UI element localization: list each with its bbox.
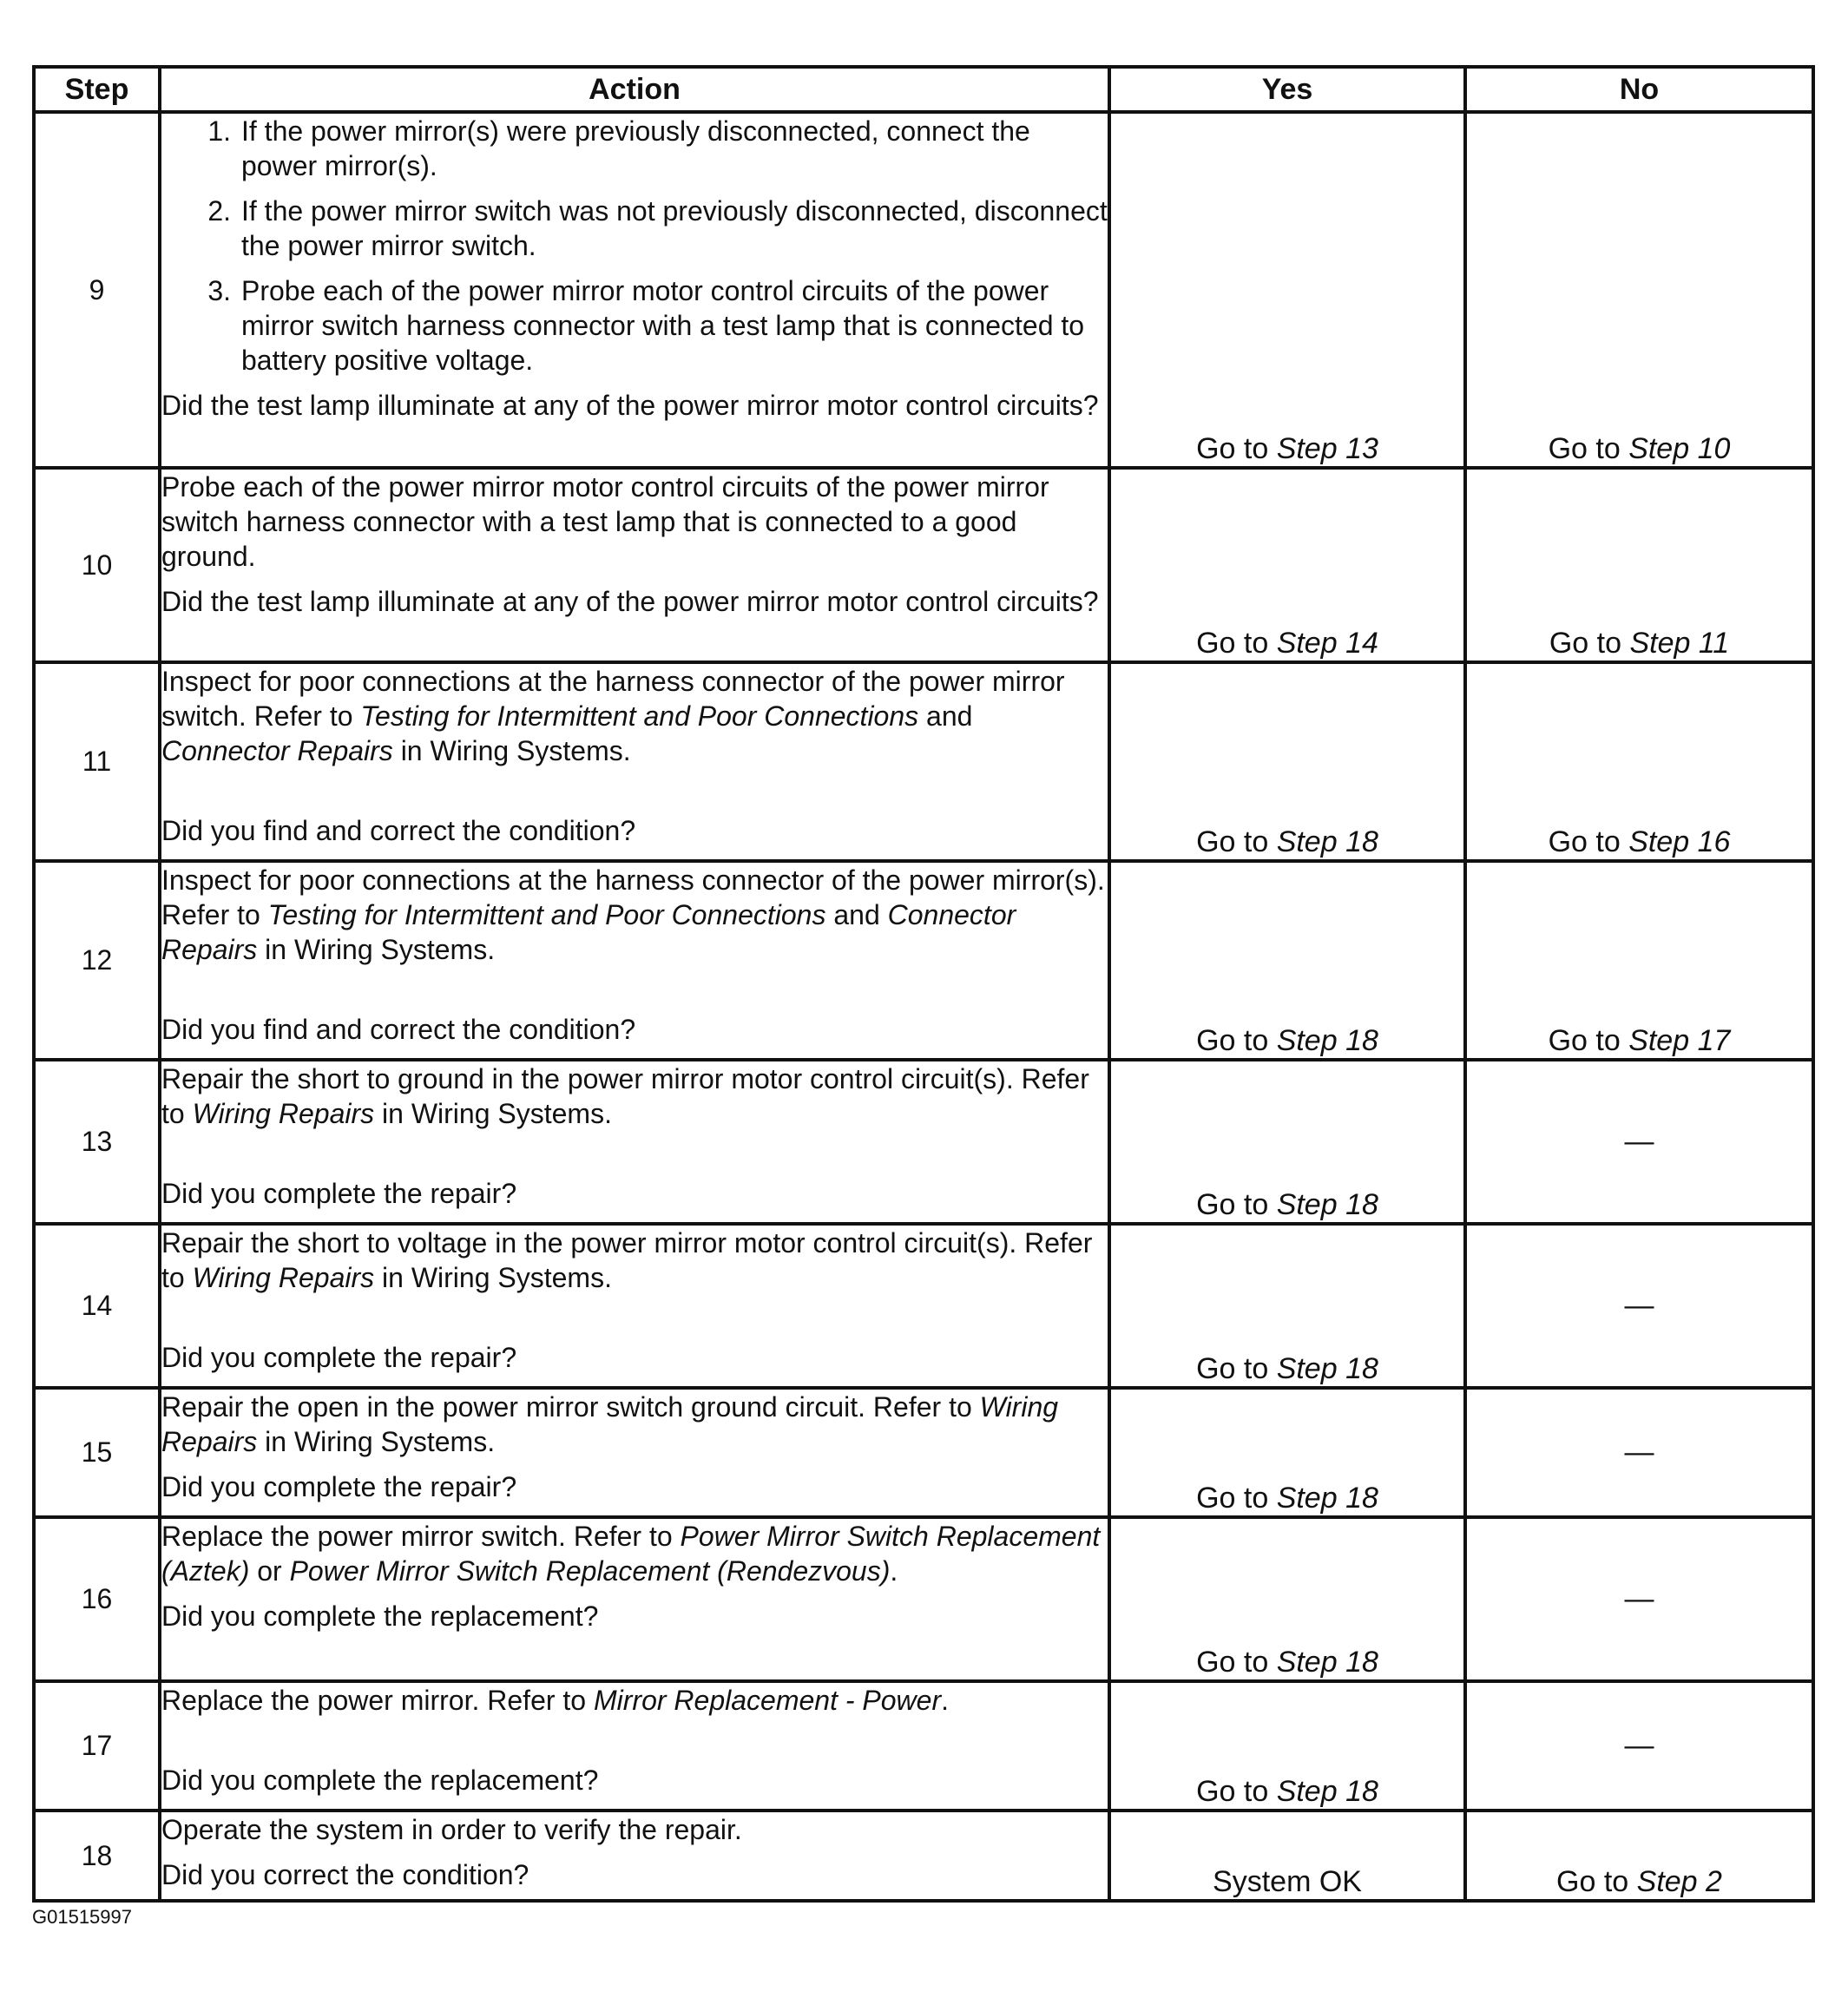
substep-text: If the power mirror(s) were previously disconnected, connect the power mirror(s).: [241, 115, 1030, 181]
reference-link[interactable]: Wiring Repairs: [161, 1391, 1059, 1457]
header-no: No: [1465, 67, 1813, 112]
action-instruction: [161, 863, 1108, 967]
action-instruction: [161, 1812, 1108, 1847]
action-instruction: [161, 1061, 1108, 1131]
instruction-text: Repair the short to ground in the power mirror motor control circuit(s). Refer to: [161, 1063, 1089, 1129]
instruction-text: and: [825, 899, 888, 930]
step-link[interactable]: Step 18: [1276, 1188, 1378, 1221]
header-yes: Yes: [1109, 67, 1465, 112]
yes-cell: [1109, 1811, 1465, 1901]
reference-link[interactable]: Power Mirror Switch Replacement (Rendezvous): [289, 1555, 891, 1587]
header-step: Step: [34, 67, 160, 112]
result-prefix: Go to: [1548, 432, 1629, 465]
action-question: Did you find and correct the condition?: [161, 815, 636, 846]
instruction-text: in Wiring Systems.: [257, 934, 496, 965]
header-action: Action: [160, 67, 1109, 112]
result-prefix: Go to: [1196, 432, 1277, 465]
instruction-text: in Wiring Systems.: [374, 1098, 612, 1129]
instruction-text: Inspect for poor connections at the harness connector of the power mirror(s). Refer to: [161, 864, 1105, 930]
substep-text: If the power mirror switch was not previously disconnected, disconnect the power mirror switch.: [241, 195, 1108, 261]
action-cell: [160, 112, 1109, 468]
action-instruction: [161, 1226, 1108, 1295]
step-link[interactable]: Step 18: [1276, 1482, 1378, 1515]
step-link[interactable]: Step 18: [1276, 825, 1378, 858]
action-cell: [160, 1224, 1109, 1388]
table-header-row: [34, 67, 1813, 112]
step-number: 12: [34, 861, 160, 1060]
action-question: Did you complete the repair?: [161, 1342, 517, 1373]
reference-link[interactable]: Connector Repairs: [161, 899, 1016, 965]
step-link[interactable]: Step 11: [1629, 627, 1730, 660]
result-prefix: Go to: [1196, 1352, 1277, 1385]
step-number: 16: [34, 1517, 160, 1681]
table-row: [34, 1517, 1813, 1681]
substep-item: [193, 114, 1108, 183]
no-cell-dash: —: [1465, 1060, 1813, 1224]
reference-link[interactable]: Wiring Repairs: [192, 1098, 375, 1129]
table-row: [34, 468, 1813, 662]
table-row: [34, 112, 1813, 468]
action-instruction: [161, 1683, 1108, 1718]
step-number: 15: [34, 1388, 160, 1517]
action-question: Did you complete the replacement?: [161, 1765, 599, 1796]
action-cell: [160, 1060, 1109, 1224]
step-number: 17: [34, 1681, 160, 1811]
step-number: 14: [34, 1224, 160, 1388]
result-prefix: Go to: [1196, 1024, 1277, 1057]
result-prefix: Go to: [1196, 1482, 1277, 1515]
substep-item: [193, 194, 1108, 263]
action-question: Did the test lamp illuminate at any of the power mirror motor control circuits?: [161, 390, 1099, 421]
no-cell-dash: —: [1465, 1388, 1813, 1517]
result-prefix: Go to: [1196, 1775, 1277, 1808]
reference-link[interactable]: Testing for Intermittent and Poor Connections: [267, 899, 826, 930]
reference-link[interactable]: Wiring Repairs: [192, 1262, 375, 1293]
action-cell: [160, 662, 1109, 861]
action-question: Did you complete the repair?: [161, 1471, 517, 1502]
action-question: Did you complete the repair?: [161, 1178, 517, 1209]
instruction-text: Replace the power mirror switch. Refer to: [161, 1521, 681, 1552]
substep-number: 2.: [207, 195, 231, 227]
substep-item: [193, 273, 1108, 378]
instruction-text: .: [941, 1685, 949, 1716]
step-link[interactable]: Step 18: [1276, 1775, 1378, 1808]
action-cell: [160, 1388, 1109, 1517]
instruction-text: Probe each of the power mirror motor control circuits of the power mirror switch harness connector with a test lamp that is connected to a good ground.: [161, 471, 1049, 572]
figure-id: G01515997: [32, 1906, 132, 1928]
result-prefix: Go to: [1196, 825, 1277, 858]
diagnostic-table-container: [32, 65, 1812, 1903]
action-cell: [160, 1811, 1109, 1901]
table-row: [34, 1388, 1813, 1517]
no-cell-dash: —: [1465, 1681, 1813, 1811]
table-row: [34, 1060, 1813, 1224]
result-prefix: Go to: [1196, 1188, 1277, 1221]
instruction-text: Replace the power mirror. Refer to: [161, 1685, 594, 1716]
table-body: [34, 112, 1813, 1901]
result-prefix: Go to: [1549, 627, 1630, 660]
substep-text: Probe each of the power mirror motor control circuits of the power mirror switch harness connector with a test lamp that is connected to battery positive voltage.: [241, 275, 1085, 376]
action-cell: [160, 1681, 1109, 1811]
action-cell: [160, 468, 1109, 662]
table-row: [34, 662, 1813, 861]
step-link[interactable]: Step 13: [1276, 432, 1378, 465]
result-status: System OK: [1213, 1865, 1362, 1898]
reference-link[interactable]: Connector Repairs: [161, 735, 393, 766]
instruction-text: Repair the open in the power mirror switch ground circuit. Refer to: [161, 1391, 980, 1423]
yes-cell: [1109, 112, 1465, 468]
yes-cell: [1109, 861, 1465, 1060]
reference-link[interactable]: Mirror Replacement - Power: [593, 1685, 942, 1716]
reference-link[interactable]: Power Mirror Switch Replacement (Aztek): [161, 1521, 1101, 1587]
step-link[interactable]: Step 18: [1276, 1024, 1378, 1057]
diagnostic-table: [32, 65, 1815, 1903]
yes-cell: [1109, 468, 1465, 662]
instruction-text: Operate the system in order to verify the repair.: [161, 1814, 742, 1845]
no-cell: [1465, 861, 1813, 1060]
reference-link[interactable]: Testing for Intermittent and Poor Connections: [360, 700, 919, 732]
step-number: 18: [34, 1811, 160, 1901]
yes-cell: [1109, 1224, 1465, 1388]
yes-cell: [1109, 1681, 1465, 1811]
step-link[interactable]: Step 18: [1276, 1646, 1378, 1679]
substep-number: 1.: [207, 115, 231, 147]
action-instruction: [161, 1390, 1108, 1459]
step-number: 9: [34, 112, 160, 468]
step-link[interactable]: Step 14: [1276, 627, 1378, 660]
instruction-text: .: [890, 1555, 898, 1587]
action-instruction: [161, 664, 1108, 768]
table-row: [34, 1681, 1813, 1811]
yes-cell: [1109, 662, 1465, 861]
action-cell: [160, 861, 1109, 1060]
action-question: Did the test lamp illuminate at any of the power mirror motor control circuits?: [161, 586, 1099, 617]
instruction-text: or: [249, 1555, 290, 1587]
no-cell: [1465, 662, 1813, 861]
result-prefix: Go to: [1548, 1024, 1629, 1057]
step-link[interactable]: Step 10: [1628, 432, 1731, 465]
instruction-text: Repair the short to voltage in the power mirror motor control circuit(s). Refer to: [161, 1227, 1093, 1293]
step-link[interactable]: Step 2: [1636, 1865, 1722, 1898]
instruction-text: in Wiring Systems.: [257, 1426, 496, 1457]
step-link[interactable]: Step 17: [1628, 1024, 1731, 1057]
result-prefix: Go to: [1556, 1865, 1637, 1898]
substep-number: 3.: [207, 275, 231, 306]
action-question: Did you complete the replacement?: [161, 1600, 599, 1632]
action-instruction: [161, 1519, 1108, 1588]
yes-cell: [1109, 1060, 1465, 1224]
table-row: [34, 861, 1813, 1060]
action-question: Did you find and correct the condition?: [161, 1014, 636, 1045]
action-question: Did you correct the condition?: [161, 1859, 529, 1890]
step-link[interactable]: Step 18: [1276, 1352, 1378, 1385]
instruction-text: in Wiring Systems.: [392, 735, 631, 766]
instruction-text: in Wiring Systems.: [374, 1262, 612, 1293]
action-instruction: [161, 470, 1108, 574]
step-number: 13: [34, 1060, 160, 1224]
result-prefix: Go to: [1196, 1646, 1277, 1679]
table-row: [34, 1224, 1813, 1388]
yes-cell: [1109, 1388, 1465, 1517]
no-cell: [1465, 112, 1813, 468]
step-link[interactable]: Step 16: [1628, 825, 1731, 858]
result-prefix: Go to: [1196, 627, 1277, 660]
no-cell-dash: —: [1465, 1517, 1813, 1681]
substep-list: [161, 114, 1108, 378]
instruction-text: Inspect for poor connections at the harness connector of the power mirror switch. Refer to: [161, 666, 1065, 732]
no-cell: [1465, 1811, 1813, 1901]
yes-cell: [1109, 1517, 1465, 1681]
result-prefix: Go to: [1548, 825, 1629, 858]
no-cell: [1465, 468, 1813, 662]
step-number: 11: [34, 662, 160, 861]
action-cell: [160, 1517, 1109, 1681]
table-row: [34, 1811, 1813, 1901]
instruction-text: and: [918, 700, 973, 732]
no-cell-dash: —: [1465, 1224, 1813, 1388]
step-number: 10: [34, 468, 160, 662]
